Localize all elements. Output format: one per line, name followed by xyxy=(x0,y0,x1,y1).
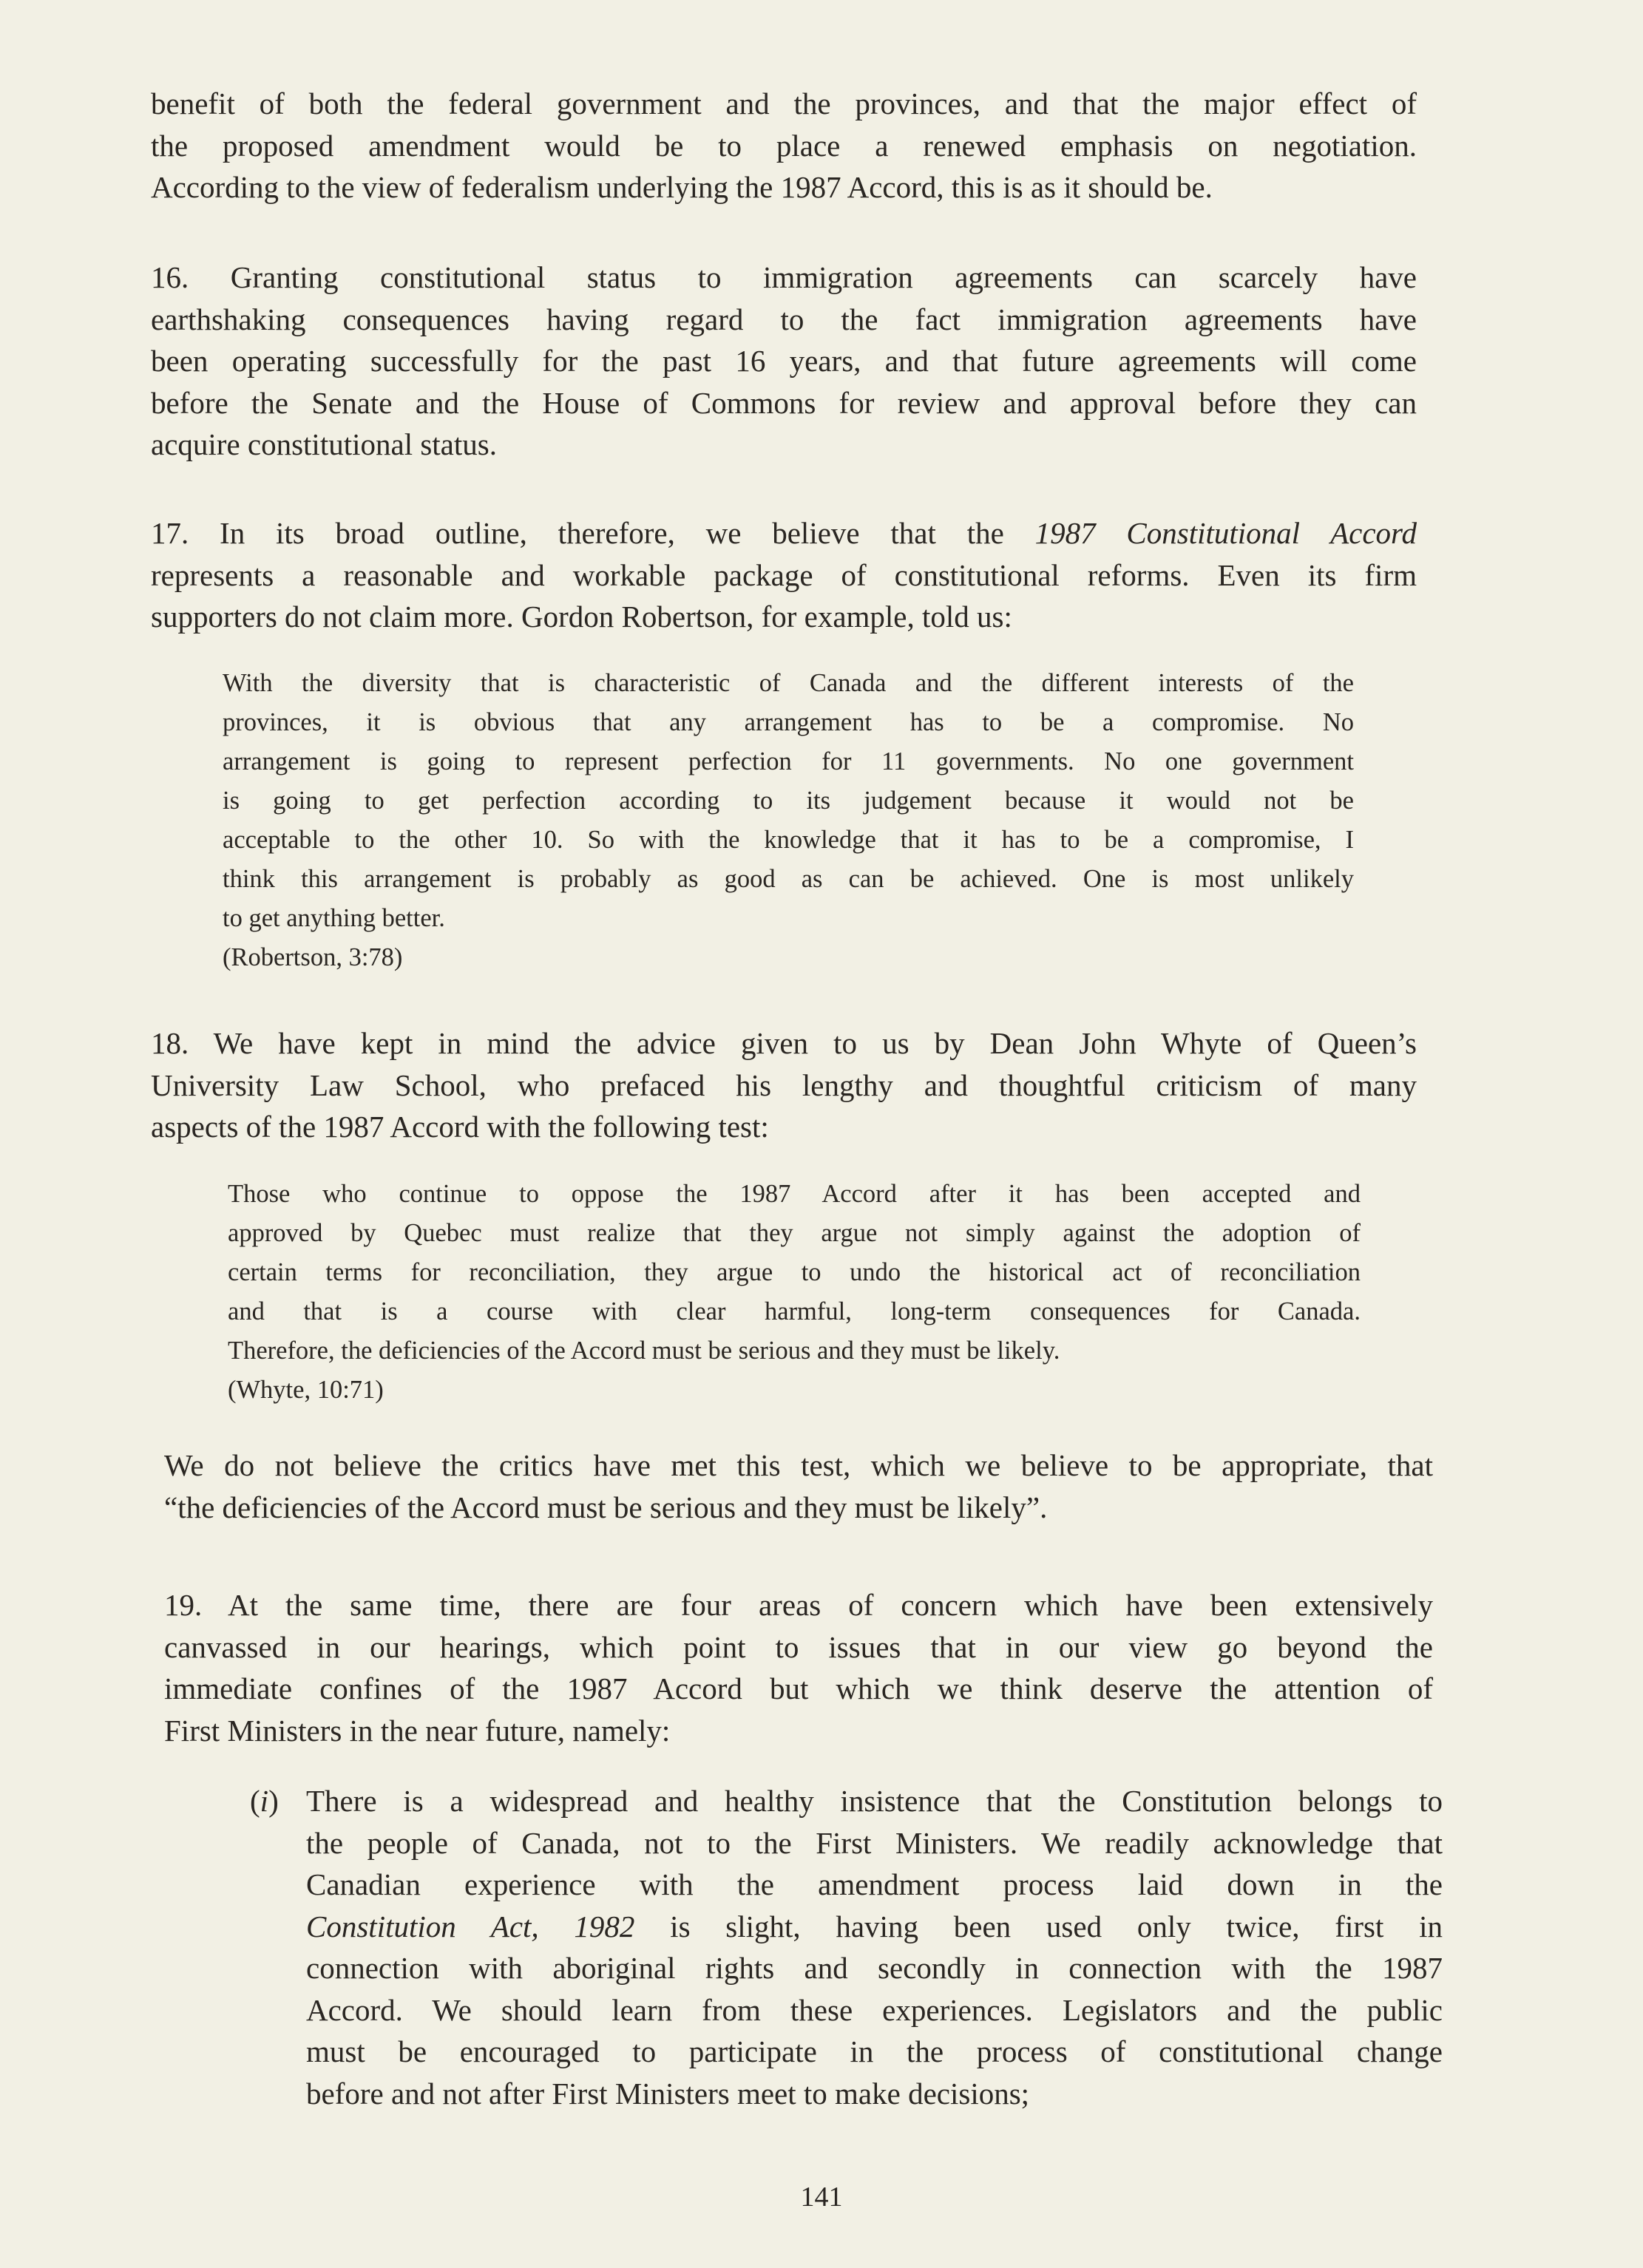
text-line: 19. At the same time, there are four areas of concern which have been extensively xyxy=(164,1588,1433,1622)
quote-line: to get anything better. xyxy=(223,904,445,932)
text-line xyxy=(151,512,1417,554)
paragraph-17 xyxy=(151,512,1417,638)
quote-line: certain terms for reconciliation, they argue to undo the historical act of reconciliation xyxy=(228,1258,1361,1286)
text-line: Accord. We should learn from these experiences. Legislators and the public xyxy=(306,1992,1443,2027)
quote-line: is going to get perfection according to its judgement because it would not be xyxy=(223,787,1354,815)
text-line: must be encouraged to participate in the process of constitutional change xyxy=(306,2034,1443,2068)
text-line: First Ministers in the near future, namely: xyxy=(164,1713,671,1748)
paragraph-19 xyxy=(164,1584,1433,1751)
text-line: been operating successfully for the past 16 years, and that future agreements will come xyxy=(151,344,1417,378)
text-line: University Law School, who prefaced his lengthy and thoughtful criticism of many xyxy=(151,1067,1417,1102)
text-run: 17. In its broad outline, therefore, we believe that the xyxy=(151,516,1035,550)
text-line: supporters do not claim more. Gordon Robertson, for example, told us: xyxy=(151,600,1012,634)
text-line: We do not believe the critics have met this test, which we believe to be appropriate, that xyxy=(164,1448,1433,1482)
text-line: 18. We have kept in mind the advice given to us by Dean John Whyte of Queen’s xyxy=(151,1026,1417,1060)
list-item-i xyxy=(306,1780,1443,2114)
quote-line: and that is a course with clear harmful, long-term consequences for Canada. xyxy=(228,1297,1361,1325)
text-line: benefit of both the federal government and the provinces, and that the major effect of xyxy=(151,86,1417,120)
paragraph-15-continuation xyxy=(151,83,1417,208)
text-line: aspects of the 1987 Accord with the following test: xyxy=(151,1110,769,1144)
block-quote-robertson xyxy=(223,664,1354,977)
text-run: is slight, having been used only twice, first in xyxy=(634,1909,1443,1943)
quote-line: think this arrangement is probably as good as can be achieved. One is most unlikely xyxy=(223,865,1354,893)
quote-line: arrangement is going to represent perfection for 11 governments. No one government xyxy=(223,747,1354,775)
paragraph-18-continuation xyxy=(164,1444,1433,1528)
text-line: represents a reasonable and workable package of constitutional reforms. Even its firm xyxy=(151,557,1417,592)
text-line: There is a widespread and healthy insistence that the Constitution belongs to xyxy=(306,1784,1443,1818)
page-number: 141 xyxy=(800,2182,843,2213)
quote-line: Therefore, the deficiencies of the Accord must be serious and they must be likely. xyxy=(228,1337,1060,1365)
paragraph-18 xyxy=(151,1022,1417,1148)
text-line: earthshaking consequences having regard to the fact immigration agreements have xyxy=(151,302,1417,336)
marker-close: ) xyxy=(268,1784,279,1818)
marker-open: ( xyxy=(250,1784,260,1818)
act-title: Constitution Act, 1982 xyxy=(306,1909,635,1943)
text-line: acquire constitutional status. xyxy=(151,427,497,461)
quote-line: acceptable to the other 10. So with the knowledge that it has to be a compromise, I xyxy=(223,826,1354,854)
accord-title: 1987 Constitutional Accord xyxy=(1034,516,1417,550)
text-line: “the deficiencies of the Accord must be serious and they must be likely”. xyxy=(164,1490,1048,1524)
text-line: 16. Granting constitutional status to immigration agreements can scarcely have xyxy=(151,260,1417,294)
marker-letter: i xyxy=(260,1784,269,1818)
text-line: canvassed in our hearings, which point to issues that in our view go beyond the xyxy=(164,1629,1433,1664)
text-line: According to the view of federalism underlying the 1987 Accord, this is as it should be. xyxy=(151,170,1213,204)
list-item-marker xyxy=(250,1780,279,1822)
text-line: the people of Canada, not to the First Ministers. We readily acknowledge that xyxy=(306,1825,1443,1860)
text-line: before the Senate and the House of Commons for review and approval before they can xyxy=(151,385,1417,420)
text-line: Canadian experience with the amendment process laid down in the xyxy=(306,1867,1443,1901)
text-line: connection with aboriginal rights and secondly in connection with the 1987 xyxy=(306,1951,1443,1985)
text-line xyxy=(306,1906,1443,1948)
quote-citation: (Robertson, 3:78) xyxy=(223,943,403,971)
quote-line: Those who continue to oppose the 1987 Accord after it has been accepted and xyxy=(228,1180,1361,1208)
paragraph-16 xyxy=(151,257,1417,466)
text-line: immediate confines of the 1987 Accord but which we think deserve the attention of xyxy=(164,1671,1433,1705)
text-line: the proposed amendment would be to place a renewed emphasis on negotiation. xyxy=(151,128,1417,163)
block-quote-whyte xyxy=(228,1175,1361,1410)
quote-line: With the diversity that is characteristic of Canada and the different interests of the xyxy=(223,669,1354,697)
quote-line: provinces, it is obvious that any arrangement has to be a compromise. No xyxy=(223,708,1354,736)
quote-citation: (Whyte, 10:71) xyxy=(228,1376,384,1404)
text-line: before and not after First Ministers meet to make decisions; xyxy=(306,2076,1030,2111)
quote-line: approved by Quebec must realize that they argue not simply against the adoption of xyxy=(228,1219,1361,1247)
